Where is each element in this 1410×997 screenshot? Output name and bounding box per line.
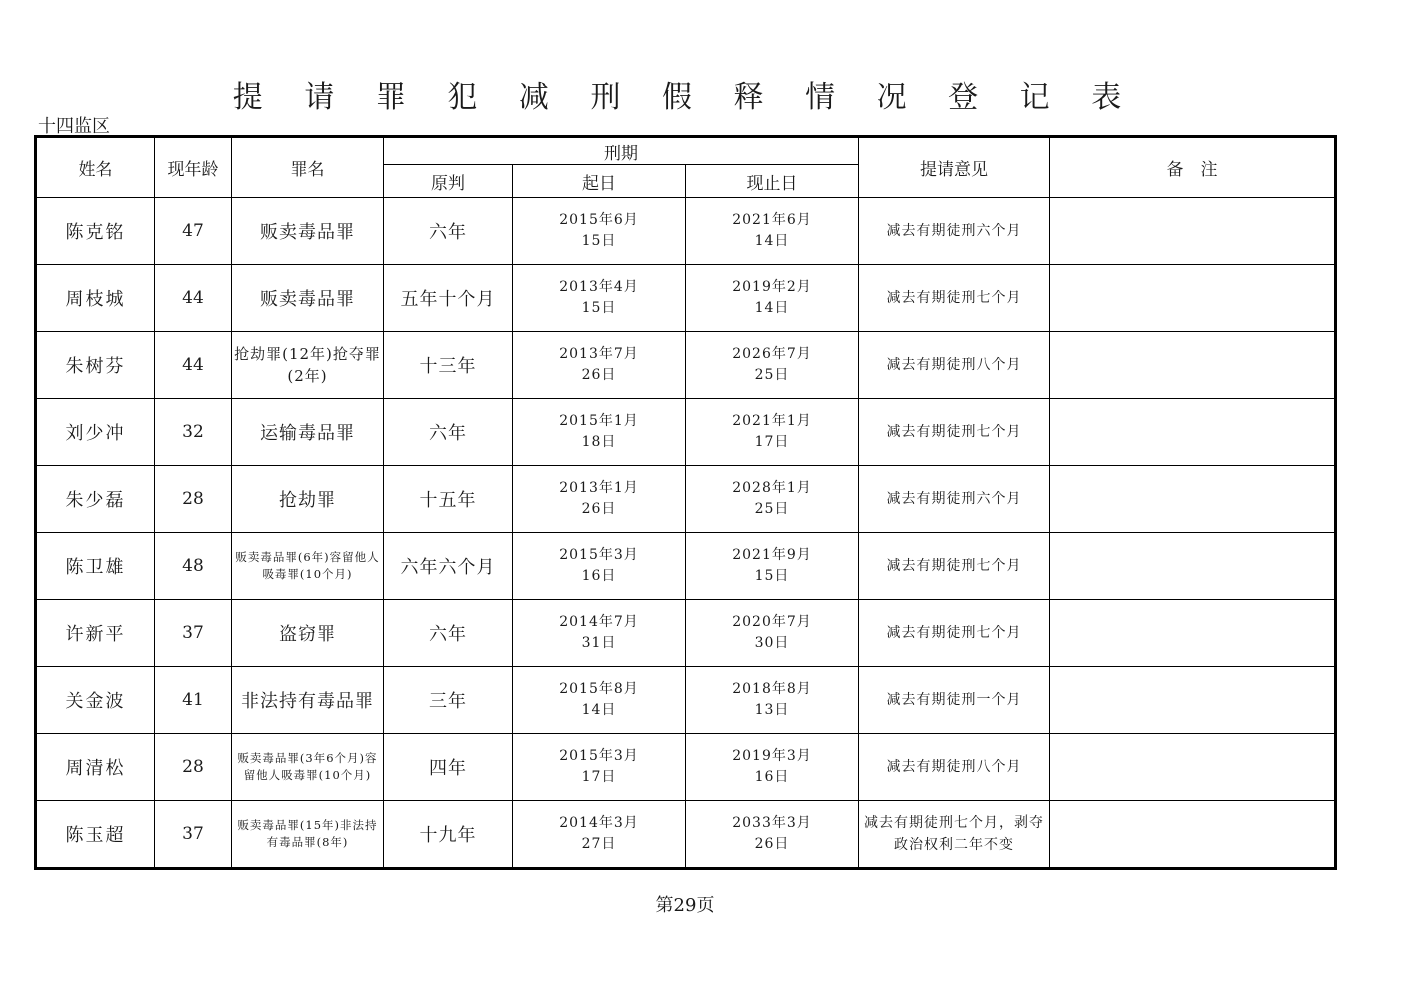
cell-age: 44 — [155, 265, 232, 332]
cell-name: 陈卫雄 — [36, 533, 155, 600]
table-row — [36, 265, 1336, 332]
cell-remarks — [1050, 801, 1336, 869]
cell-remarks — [1050, 667, 1336, 734]
cell-start-date — [513, 600, 686, 667]
cell-age: 37 — [155, 600, 232, 667]
cell-age: 28 — [155, 734, 232, 801]
cell-crime: 抢劫罪 — [232, 466, 384, 533]
cell-start-date — [513, 667, 686, 734]
table-row — [36, 600, 1336, 667]
cell-opinion: 减去有期徒刑八个月 — [859, 332, 1050, 399]
cell-name: 周清松 — [36, 734, 155, 801]
cell-opinion: 减去有期徒刑七个月 — [859, 533, 1050, 600]
cell-end-date-line1: 2019年3月 — [732, 748, 812, 764]
cell-start-date-line1: 2015年8月 — [559, 681, 639, 697]
cell-crime: 贩卖毒品罪 — [232, 198, 384, 265]
cell-age: 28 — [155, 466, 232, 533]
cell-end-date-line2: 15日 — [754, 568, 790, 584]
cell-start-date-line2: 17日 — [581, 769, 617, 785]
cell-age: 32 — [155, 399, 232, 466]
cell-name: 刘少冲 — [36, 399, 155, 466]
cell-end-date-line1: 2021年1月 — [732, 413, 812, 429]
cell-start-date-line2: 15日 — [581, 233, 617, 249]
cell-end-date-line2: 14日 — [754, 233, 790, 249]
cell-original-sentence: 四年 — [384, 734, 513, 801]
table-body — [36, 198, 1336, 869]
table-row — [36, 332, 1336, 399]
cell-end-date-line1: 2021年6月 — [732, 212, 812, 228]
cell-start-date-line2: 26日 — [581, 501, 617, 517]
header-remarks: 备 注 — [1050, 137, 1336, 198]
cell-remarks — [1050, 332, 1336, 399]
page-title: 提 请 罪 犯 减 刑 假 释 情 况 登 记 表 — [232, 80, 1138, 115]
cell-age: 41 — [155, 667, 232, 734]
cell-start-date-line2: 26日 — [581, 367, 617, 383]
cell-original-sentence: 六年六个月 — [384, 533, 513, 600]
cell-start-date-line1: 2015年3月 — [559, 748, 639, 764]
cell-original-sentence: 十五年 — [384, 466, 513, 533]
table-row — [36, 399, 1336, 466]
cell-opinion: 减去有期徒刑七个月 — [859, 265, 1050, 332]
cell-end-date — [686, 332, 859, 399]
cell-crime: 抢劫罪(12年)抢夺罪(2年) — [232, 332, 384, 399]
cell-remarks — [1050, 533, 1336, 600]
cell-name: 朱树芬 — [36, 332, 155, 399]
cell-start-date-line1: 2015年1月 — [559, 413, 639, 429]
cell-remarks — [1050, 734, 1336, 801]
cell-start-date-line2: 15日 — [581, 300, 617, 316]
cell-original-sentence: 六年 — [384, 600, 513, 667]
cell-crime: 非法持有毒品罪 — [232, 667, 384, 734]
header-start: 起日 — [513, 165, 686, 198]
cell-start-date — [513, 801, 686, 869]
cell-crime: 贩卖毒品罪 — [232, 265, 384, 332]
cell-name: 陈玉超 — [36, 801, 155, 869]
cell-start-date — [513, 533, 686, 600]
cell-name: 许新平 — [36, 600, 155, 667]
header-row-1 — [36, 137, 1336, 165]
cell-start-date-line2: 31日 — [581, 635, 617, 651]
cell-start-date-line2: 14日 — [581, 702, 617, 718]
cell-start-date-line1: 2014年3月 — [559, 815, 639, 831]
table-row — [36, 466, 1336, 533]
header-name: 姓名 — [36, 137, 155, 198]
cell-start-date — [513, 734, 686, 801]
cell-end-date — [686, 600, 859, 667]
cell-end-date-line1: 2020年7月 — [732, 614, 812, 630]
cell-original-sentence: 十三年 — [384, 332, 513, 399]
cell-end-date — [686, 399, 859, 466]
cell-remarks — [1050, 265, 1336, 332]
cell-original-sentence: 六年 — [384, 198, 513, 265]
table-row — [36, 198, 1336, 265]
cell-opinion: 减去有期徒刑七个月 — [859, 399, 1050, 466]
table-row — [36, 801, 1336, 869]
cell-crime: 运输毒品罪 — [232, 399, 384, 466]
cell-end-date-line1: 2019年2月 — [732, 279, 812, 295]
cell-end-date-line2: 13日 — [754, 702, 790, 718]
cell-start-date — [513, 265, 686, 332]
cell-name: 关金波 — [36, 667, 155, 734]
cell-end-date-line2: 17日 — [754, 434, 790, 450]
cell-opinion: 减去有期徒刑八个月 — [859, 734, 1050, 801]
cell-start-date-line1: 2013年4月 — [559, 279, 639, 295]
cell-start-date-line1: 2015年3月 — [559, 547, 639, 563]
header-opinion: 提请意见 — [859, 137, 1050, 198]
cell-crime: 贩卖毒品罪(3年6个月)容留他人吸毒罪(10个月) — [232, 734, 384, 801]
table-row — [36, 734, 1336, 801]
cell-name: 朱少磊 — [36, 466, 155, 533]
cell-end-date — [686, 801, 859, 869]
table-row — [36, 533, 1336, 600]
cell-start-date-line1: 2014年7月 — [559, 614, 639, 630]
cell-crime: 贩卖毒品罪(15年)非法持有毒品罪(8年) — [232, 801, 384, 869]
cell-start-date — [513, 332, 686, 399]
cell-end-date — [686, 734, 859, 801]
cell-name: 周枝城 — [36, 265, 155, 332]
district-label: 十四监区 — [38, 116, 110, 137]
cell-end-date-line1: 2021年9月 — [732, 547, 812, 563]
cell-start-date-line2: 16日 — [581, 568, 617, 584]
cell-start-date-line2: 18日 — [581, 434, 617, 450]
cell-end-date — [686, 667, 859, 734]
cell-remarks — [1050, 600, 1336, 667]
cell-end-date-line2: 14日 — [754, 300, 790, 316]
cell-end-date — [686, 198, 859, 265]
cell-end-date-line1: 2028年1月 — [732, 480, 812, 496]
cell-age: 48 — [155, 533, 232, 600]
cell-start-date-line2: 27日 — [581, 836, 617, 852]
cell-opinion: 减去有期徒刑一个月 — [859, 667, 1050, 734]
cell-end-date-line1: 2033年3月 — [732, 815, 812, 831]
cell-opinion: 减去有期徒刑六个月 — [859, 198, 1050, 265]
cell-start-date-line1: 2013年7月 — [559, 346, 639, 362]
cell-end-date-line2: 25日 — [754, 367, 790, 383]
cell-opinion: 减去有期徒刑七个月，剥夺政治权利二年不变 — [859, 801, 1050, 869]
cell-end-date-line1: 2026年7月 — [732, 346, 812, 362]
cell-remarks — [1050, 198, 1336, 265]
cell-remarks — [1050, 399, 1336, 466]
cell-start-date — [513, 198, 686, 265]
page-number: 第29页 — [655, 895, 715, 916]
cell-crime: 盗窃罪 — [232, 600, 384, 667]
cell-opinion: 减去有期徒刑七个月 — [859, 600, 1050, 667]
cell-start-date-line1: 2015年6月 — [559, 212, 639, 228]
cell-end-date-line1: 2018年8月 — [732, 681, 812, 697]
cell-end-date-line2: 26日 — [754, 836, 790, 852]
cell-original-sentence: 三年 — [384, 667, 513, 734]
header-original: 原判 — [384, 165, 513, 198]
register-table — [34, 135, 1337, 870]
cell-opinion: 减去有期徒刑六个月 — [859, 466, 1050, 533]
cell-start-date — [513, 399, 686, 466]
cell-age: 37 — [155, 801, 232, 869]
cell-age: 47 — [155, 198, 232, 265]
cell-start-date — [513, 466, 686, 533]
cell-end-date — [686, 466, 859, 533]
header-age: 现年龄 — [155, 137, 232, 198]
cell-crime: 贩卖毒品罪(6年)容留他人吸毒罪(10个月) — [232, 533, 384, 600]
table-row — [36, 667, 1336, 734]
cell-name: 陈克铭 — [36, 198, 155, 265]
cell-age: 44 — [155, 332, 232, 399]
cell-original-sentence: 五年十个月 — [384, 265, 513, 332]
cell-original-sentence: 十九年 — [384, 801, 513, 869]
cell-start-date-line1: 2013年1月 — [559, 480, 639, 496]
cell-end-date — [686, 265, 859, 332]
header-crime: 罪名 — [232, 137, 384, 198]
cell-end-date — [686, 533, 859, 600]
cell-original-sentence: 六年 — [384, 399, 513, 466]
header-term: 刑期 — [384, 137, 859, 165]
cell-end-date-line2: 25日 — [754, 501, 790, 517]
header-end: 现止日 — [686, 165, 859, 198]
cell-end-date-line2: 16日 — [754, 769, 790, 785]
cell-end-date-line2: 30日 — [754, 635, 790, 651]
cell-remarks — [1050, 466, 1336, 533]
